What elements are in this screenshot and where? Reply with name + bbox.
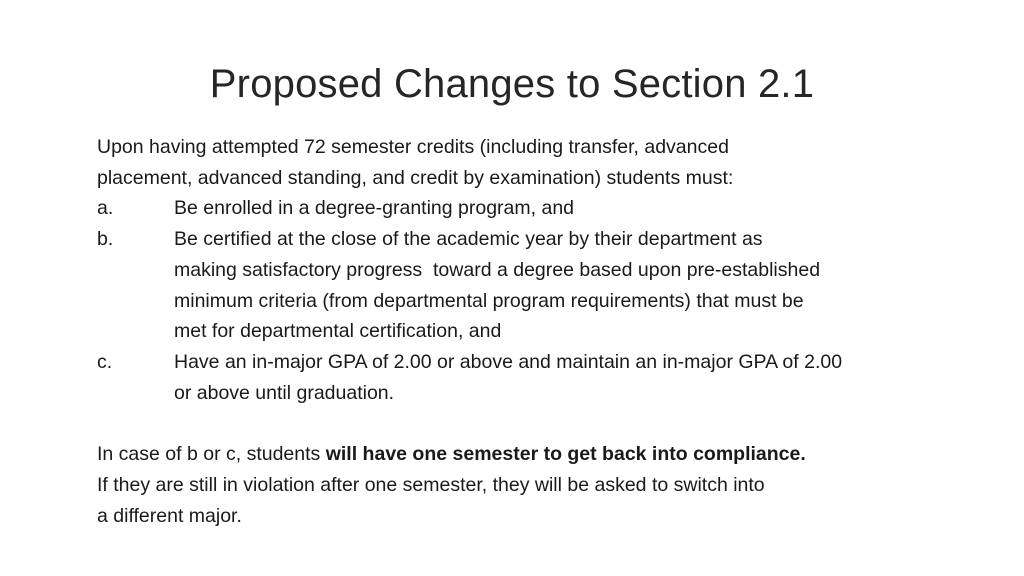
closing-line-3: a different major. (97, 504, 242, 527)
requirements-list (97, 193, 997, 408)
list-b-line-3: minimum criteria (from departmental program requirements) that must be (174, 289, 804, 312)
list-b-line-1: Be certified at the close of the academic year by their department as (174, 228, 763, 251)
list-item-a (97, 193, 997, 224)
closing-line-2: If they are still in violation after one semester, they will be asked to switch into (97, 474, 765, 497)
intro-paragraph (97, 132, 997, 193)
list-text-b (174, 224, 997, 347)
closing-bold-text: will have one semester to get back into compliance. (325, 443, 806, 466)
closing-paragraph (97, 439, 997, 531)
slide-body (97, 132, 997, 531)
list-c-line-2: or above until graduation. (174, 381, 395, 404)
list-marker-a: a. (97, 197, 114, 220)
list-text-a (174, 193, 997, 224)
slide-title: Proposed Changes to Section 2.1 (209, 62, 815, 106)
closing-prefix: In case of b or c, students (97, 443, 326, 466)
list-b-line-2: making satisfactory progress toward a degree based upon pre-established (174, 258, 821, 281)
list-marker-b: b. (97, 228, 114, 251)
list-c-line-1: Have an in-major GPA of 2.00 or above and maintain an in-major GPA of 2.00 (174, 350, 843, 373)
list-text-c (174, 347, 997, 408)
intro-line-1: Upon having attempted 72 semester credits (including transfer, advanced (97, 136, 729, 158)
list-item-c (97, 347, 997, 408)
list-a-line-1: Be enrolled in a degree-granting program, and (174, 197, 575, 220)
list-item-b (97, 224, 997, 347)
list-b-line-4: met for departmental certification, and (174, 320, 502, 343)
intro-line-2: placement, advanced standing, and credit by examination) students must: (97, 166, 734, 189)
list-marker-c: c. (97, 350, 113, 373)
